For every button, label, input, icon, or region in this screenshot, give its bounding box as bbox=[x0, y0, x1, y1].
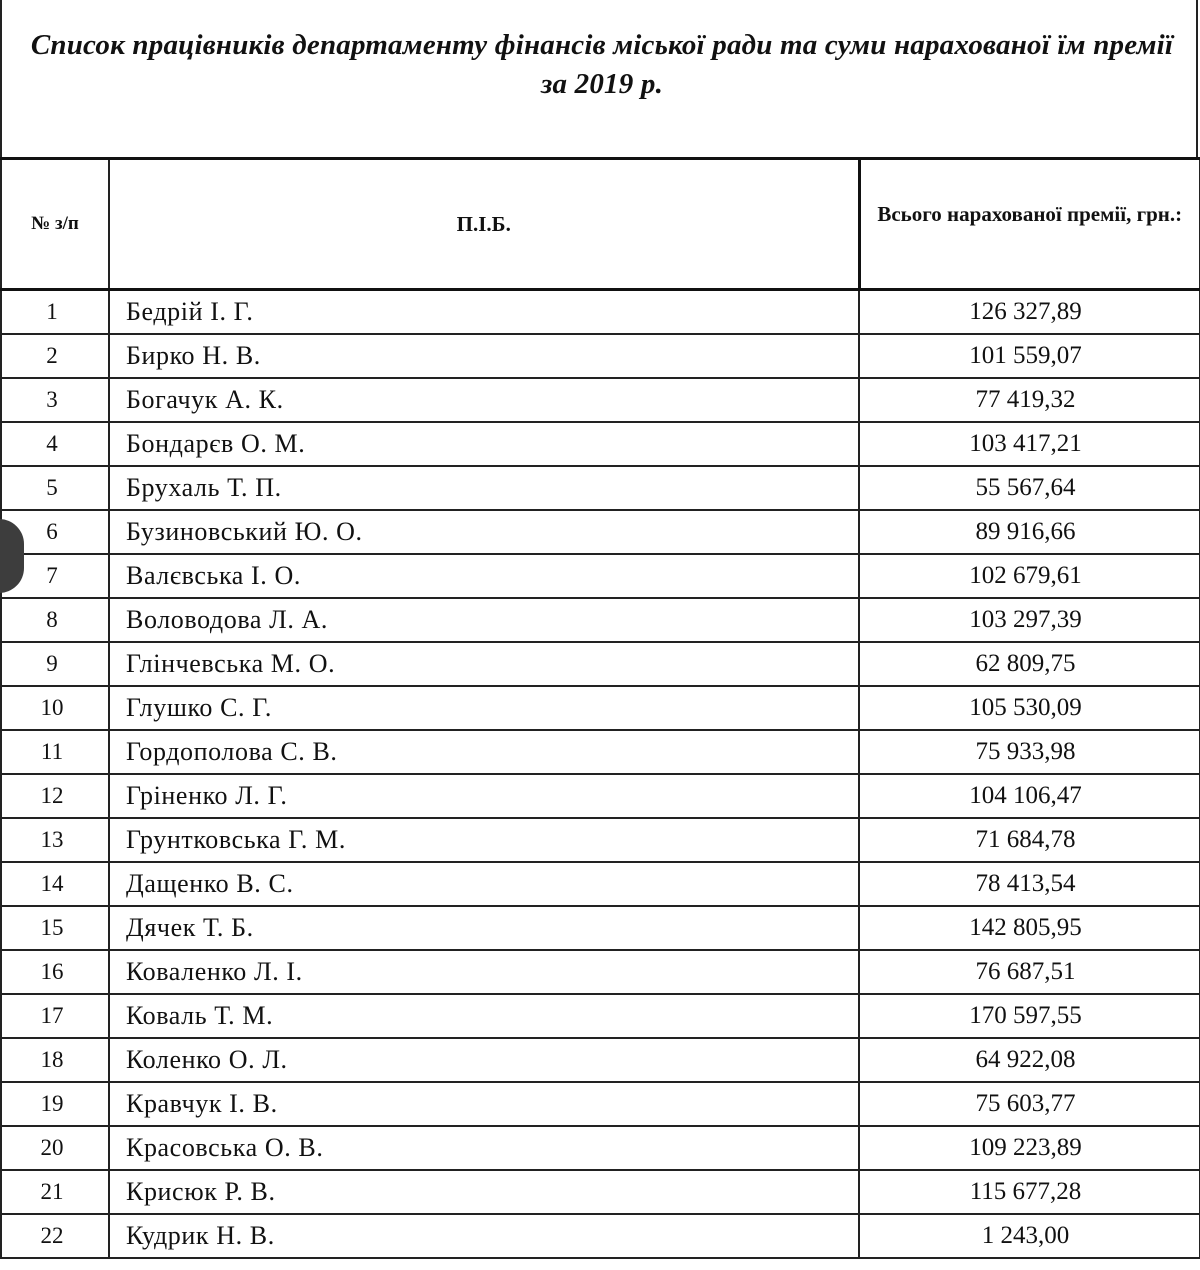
employee-name: Бондарєв О. М. bbox=[109, 422, 859, 466]
row-number: 16 bbox=[1, 950, 109, 994]
table-row bbox=[1, 1082, 1200, 1126]
table-header-row bbox=[1, 159, 1200, 290]
bonus-amount: 89 916,66 bbox=[859, 510, 1200, 554]
employee-name: Коленко О. Л. bbox=[109, 1038, 859, 1082]
table-row bbox=[1, 818, 1200, 862]
row-number: 2 bbox=[1, 334, 109, 378]
table-row bbox=[1, 422, 1200, 466]
bonus-amount: 105 530,09 bbox=[859, 686, 1200, 730]
table-row bbox=[1, 378, 1200, 422]
row-number: 21 bbox=[1, 1170, 109, 1214]
employee-name: Кудрик Н. В. bbox=[109, 1214, 859, 1258]
employee-name: Богачук А. К. bbox=[109, 378, 859, 422]
employee-name: Грунтковська Г. М. bbox=[109, 818, 859, 862]
employee-name: Дащенко В. С. bbox=[109, 862, 859, 906]
row-number: 1 bbox=[1, 290, 109, 334]
bonus-amount: 142 805,95 bbox=[859, 906, 1200, 950]
employee-name: Глінчевська М. О. bbox=[109, 642, 859, 686]
bonus-amount: 109 223,89 bbox=[859, 1126, 1200, 1170]
bonus-amount: 170 597,55 bbox=[859, 994, 1200, 1038]
bonus-amount: 101 559,07 bbox=[859, 334, 1200, 378]
employee-name: Бирко Н. В. bbox=[109, 334, 859, 378]
row-number: 9 bbox=[1, 642, 109, 686]
employee-name: Крисюк Р. В. bbox=[109, 1170, 859, 1214]
header-number: № з/п bbox=[1, 159, 109, 290]
bonus-amount: 62 809,75 bbox=[859, 642, 1200, 686]
bonus-amount: 103 417,21 bbox=[859, 422, 1200, 466]
employee-name: Дячек Т. Б. bbox=[109, 906, 859, 950]
bonus-amount: 126 327,89 bbox=[859, 290, 1200, 334]
bonus-amount: 64 922,08 bbox=[859, 1038, 1200, 1082]
row-number: 3 bbox=[1, 378, 109, 422]
table-row bbox=[1, 1126, 1200, 1170]
table-row bbox=[1, 774, 1200, 818]
row-number: 12 bbox=[1, 774, 109, 818]
row-number: 7 bbox=[1, 554, 109, 598]
row-number: 4 bbox=[1, 422, 109, 466]
table-row bbox=[1, 950, 1200, 994]
employee-name: Глушко С. Г. bbox=[109, 686, 859, 730]
row-number: 6 bbox=[1, 510, 109, 554]
employee-name: Валєвська І. О. bbox=[109, 554, 859, 598]
bonus-amount: 75 603,77 bbox=[859, 1082, 1200, 1126]
table-row bbox=[1, 994, 1200, 1038]
row-number: 20 bbox=[1, 1126, 109, 1170]
table-row bbox=[1, 1170, 1200, 1214]
employee-name: Гріненко Л. Г. bbox=[109, 774, 859, 818]
header-amount: Всього нарахованої премії, грн.: bbox=[859, 159, 1200, 290]
bonus-amount: 76 687,51 bbox=[859, 950, 1200, 994]
table-row bbox=[1, 862, 1200, 906]
row-number: 5 bbox=[1, 466, 109, 510]
table-row bbox=[1, 290, 1200, 334]
document-title: Список працівників департаменту фінансів міської ради та суми нарахованої їм премії за 2019 р. bbox=[30, 29, 1174, 100]
table-row bbox=[1, 906, 1200, 950]
employee-name: Кравчук І. В. bbox=[109, 1082, 859, 1126]
row-number: 19 bbox=[1, 1082, 109, 1126]
table-row bbox=[1, 730, 1200, 774]
row-number: 8 bbox=[1, 598, 109, 642]
employee-name: Коваленко Л. І. bbox=[109, 950, 859, 994]
row-number: 17 bbox=[1, 994, 109, 1038]
employee-name: Брухаль Т. П. bbox=[109, 466, 859, 510]
table-row bbox=[1, 1214, 1200, 1258]
employee-name: Воловодова Л. А. bbox=[109, 598, 859, 642]
table-body bbox=[1, 290, 1200, 1258]
bonus-amount: 103 297,39 bbox=[859, 598, 1200, 642]
row-number: 18 bbox=[1, 1038, 109, 1082]
table-row bbox=[1, 510, 1200, 554]
bonus-amount: 71 684,78 bbox=[859, 818, 1200, 862]
table-row bbox=[1, 466, 1200, 510]
title-block bbox=[0, 0, 1198, 157]
employee-name: Красовська О. В. bbox=[109, 1126, 859, 1170]
table-row bbox=[1, 642, 1200, 686]
employee-name: Гордополова С. В. bbox=[109, 730, 859, 774]
bonus-table bbox=[0, 157, 1200, 1259]
bonus-amount: 78 413,54 bbox=[859, 862, 1200, 906]
row-number: 10 bbox=[1, 686, 109, 730]
table-row bbox=[1, 598, 1200, 642]
employee-name: Коваль Т. М. bbox=[109, 994, 859, 1038]
employee-name: Бедрій І. Г. bbox=[109, 290, 859, 334]
row-number: 13 bbox=[1, 818, 109, 862]
bonus-amount: 55 567,64 bbox=[859, 466, 1200, 510]
bonus-amount: 75 933,98 bbox=[859, 730, 1200, 774]
bonus-amount: 102 679,61 bbox=[859, 554, 1200, 598]
row-number: 14 bbox=[1, 862, 109, 906]
header-name: П.І.Б. bbox=[109, 159, 859, 290]
row-number: 15 bbox=[1, 906, 109, 950]
bonus-amount: 115 677,28 bbox=[859, 1170, 1200, 1214]
employee-name: Бузиновський Ю. О. bbox=[109, 510, 859, 554]
table-row bbox=[1, 334, 1200, 378]
table-row bbox=[1, 554, 1200, 598]
bonus-amount: 104 106,47 bbox=[859, 774, 1200, 818]
row-number: 22 bbox=[1, 1214, 109, 1258]
table-row bbox=[1, 1038, 1200, 1082]
bonus-amount: 77 419,32 bbox=[859, 378, 1200, 422]
row-number: 11 bbox=[1, 730, 109, 774]
table-row bbox=[1, 686, 1200, 730]
bonus-amount: 1 243,00 bbox=[859, 1214, 1200, 1258]
